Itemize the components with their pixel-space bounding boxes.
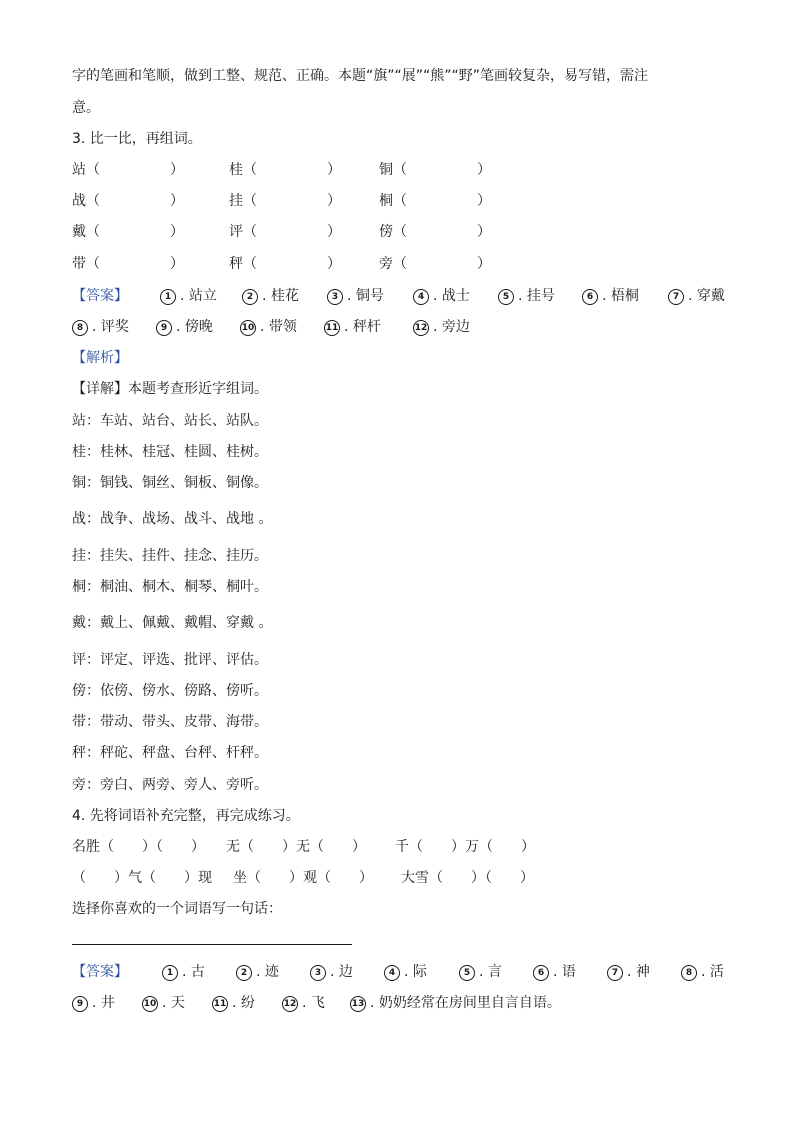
answer-text: . 桂花 [262,288,299,304]
explanation-line: 桂：桂林、桂冠、桂圆、桂树。 [72,444,268,460]
answer-text: . 战士 [433,288,470,304]
explanation-line: 铜：铜钱、铜丝、铜板、铜像。 [72,475,268,491]
q4-answers-row-1 [72,962,722,982]
q3-answers-row-1 [72,286,725,306]
answer-item [413,317,470,337]
explanation-line: 带：带动、带头、皮带、海带。 [72,714,268,730]
grid-cell: 戴（ ） [72,224,184,240]
answer-tag: 【答案】 [72,288,128,304]
explanation-line: 傍：依傍、傍水、傍路、傍听。 [72,683,268,699]
answer-text: . 纷 [232,995,255,1011]
number-badge: 5 [498,289,514,305]
explanation-line: 挂：挂失、挂件、挂念、挂历。 [72,548,268,564]
answer-item [240,317,297,337]
number-badge: 12 [413,320,429,336]
grid-cell: 桐（ ） [379,193,491,209]
number-badge: 3 [310,965,326,981]
explanation-line: 秤：秤砣、秤盘、台秤、杆秤。 [72,745,268,761]
explanation-line: 战：战争、战场、战斗、战地 。 [72,511,273,527]
answer-text: . 活 [701,964,724,980]
explanation-line: 戴：戴上、佩戴、戴帽、穿戴 。 [72,615,273,631]
grid-cell: 铜（ ） [379,162,491,178]
number-badge: 1 [160,289,176,305]
intro-line-1: 字的笔画和笔顺，做到工整、规范、正确。本题“旗”“展”“熊”“野”笔画较复杂，易写错，需注 [72,68,649,84]
answer-blank-line [72,944,352,945]
answer-text: . 际 [404,964,427,980]
answer-item [324,317,381,337]
number-badge: 2 [236,965,252,981]
answer-item [668,286,725,306]
number-badge: 1 [162,965,178,981]
number-badge: 11 [324,320,340,336]
answer-item [72,317,129,337]
grid-cell: 秤（ ） [229,256,341,272]
answer-text: . 神 [627,964,650,980]
answer-item [310,962,353,982]
answer-item [142,993,185,1013]
number-badge: 4 [413,289,429,305]
answer-text: . 飞 [302,995,325,1011]
explanation-line: 桐：桐油、桐木、桐琴、桐叶。 [72,579,268,595]
answer-item [72,993,115,1013]
grid-cell: 评（ ） [229,224,341,240]
answer-item [607,962,650,982]
answer-text: . 穿戴 [688,288,725,304]
number-badge: 9 [72,996,88,1012]
answer-text: . 梧桐 [602,288,639,304]
answer-item [384,962,427,982]
grid-cell: 战（ ） [72,193,184,209]
number-badge: 3 [327,289,343,305]
analysis-tag: 【解析】 [72,350,128,366]
answer-text: . 语 [553,964,576,980]
answer-item [498,286,555,306]
detail-line: 【详解】本题考查形近字组词。 [72,381,268,397]
grid-cell: 站（ ） [72,162,184,178]
question-3-title: 3. 比一比，再组词。 [72,131,202,147]
number-badge: 11 [212,996,228,1012]
intro-line-2: 意。 [72,100,100,116]
answer-text: . 旁边 [433,319,470,335]
q4-answers-row-2 [72,993,722,1013]
answer-item [413,286,470,306]
number-badge: 8 [72,320,88,336]
fill-cell: 千（ ）万（ ） [395,839,535,855]
grid-cell: 挂（ ） [229,193,341,209]
answer-item [327,286,384,306]
grid-cell: 傍（ ） [379,224,491,240]
answer-item [242,286,299,306]
fill-cell: 大雪（ ）（ ） [401,870,534,886]
sentence-prompt: 选择你喜欢的一个词语写一句话： [72,901,282,917]
number-badge: 4 [384,965,400,981]
answer-text: . 铜号 [347,288,384,304]
explanation-line: 评：评定、评选、批评、评估。 [72,652,268,668]
number-badge: 8 [681,965,697,981]
number-badge: 10 [240,320,256,336]
answer-text: . 奶奶经常在房间里自言自语。 [370,995,561,1011]
answer-text: . 带领 [260,319,297,335]
answer-item [459,962,502,982]
number-badge: 2 [242,289,258,305]
fill-cell: （ ）气（ ）现 [72,870,212,886]
answer-text: . 天 [162,995,185,1011]
fill-cell: 坐（ ）观（ ） [233,870,373,886]
answer-text: . 秤杆 [344,319,381,335]
answer-item [681,962,724,982]
answer-item [236,962,279,982]
fill-cell: 名胜（ ）（ ） [72,839,205,855]
grid-cell: 带（ ） [72,256,184,272]
answer-text: . 古 [182,964,205,980]
answer-item [160,286,217,306]
answer-text: . 迹 [256,964,279,980]
answer-text: . 边 [330,964,353,980]
number-badge: 13 [350,996,366,1012]
q3-answers-row-2 [72,317,722,337]
explanation-line: 站：车站、站台、站长、站队。 [72,413,268,429]
number-badge: 7 [668,289,684,305]
answer-item [212,993,255,1013]
answer-text: . 站立 [180,288,217,304]
answer-item [156,317,213,337]
answer-text: . 挂号 [518,288,555,304]
grid-cell: 桂（ ） [229,162,341,178]
answer-text: . 言 [479,964,502,980]
explanation-line: 旁：旁白、两旁、旁人、旁听。 [72,777,268,793]
answer-tag: 【答案】 [72,964,128,980]
number-badge: 9 [156,320,172,336]
answer-item [533,962,576,982]
number-badge: 12 [282,996,298,1012]
number-badge: 10 [142,996,158,1012]
fill-cell: 无（ ）无（ ） [226,839,366,855]
grid-cell: 旁（ ） [379,256,491,272]
answer-text: . 傍晚 [176,319,213,335]
answer-item [162,962,205,982]
answer-text: . 评奖 [92,319,129,335]
question-4-title: 4. 先将词语补充完整，再完成练习。 [72,808,300,824]
answer-item [350,993,561,1013]
number-badge: 7 [607,965,623,981]
number-badge: 6 [533,965,549,981]
answer-item [582,286,639,306]
number-badge: 5 [459,965,475,981]
number-badge: 6 [582,289,598,305]
answer-text: . 井 [92,995,115,1011]
answer-item [282,993,325,1013]
